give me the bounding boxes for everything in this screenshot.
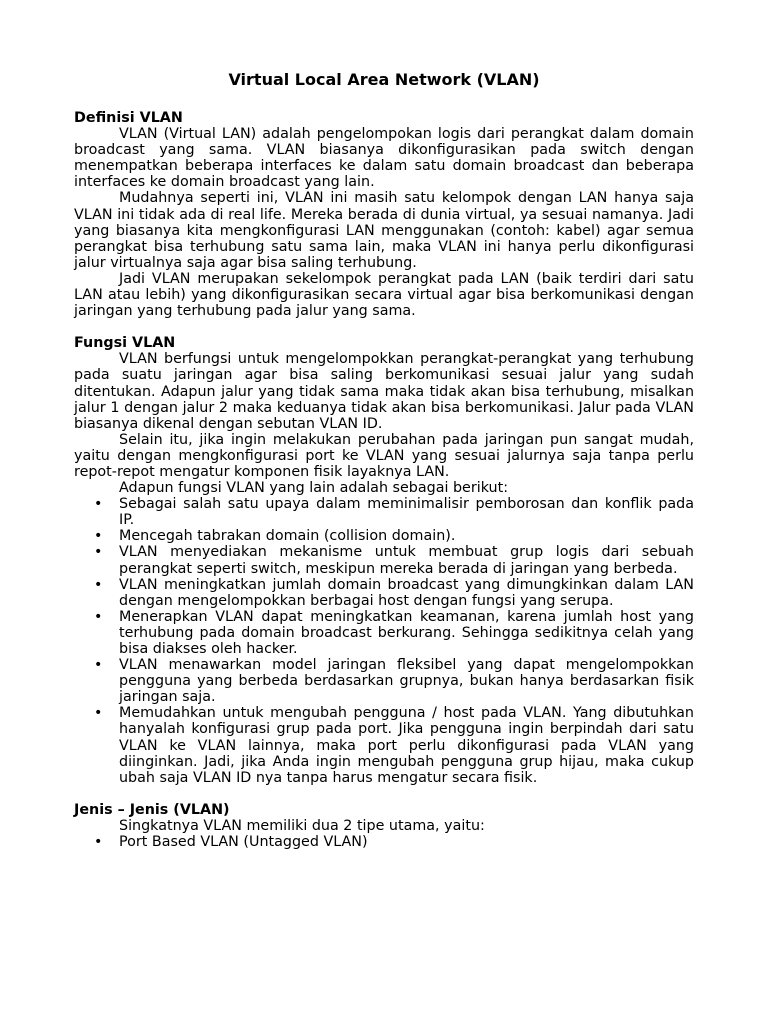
paragraph: Jadi VLAN merupakan sekelompok perangkat pada LAN (baik terdiri dari satu LAN atau lebih) yang dikonfigurasikan secara virtual agar bisa berkomunikasi dengan jaringan yang terhubung pada jalur yang sama.: [74, 270, 694, 320]
list-item-text: Mencegah tabrakan domain (collision domain).: [119, 528, 456, 545]
section-definisi: [74, 110, 694, 319]
bullet-icon: •: [94, 705, 103, 722]
bullet-icon: •: [94, 657, 103, 674]
bullet-icon: •: [94, 608, 103, 625]
list-intro: Adapun fungsi VLAN yang lain adalah sebagai berikut:: [119, 480, 509, 497]
spacer: [74, 319, 694, 335]
list-item-text: Memudahkan untuk mengubah pengguna / host pada VLAN. Yang dibutuhkan hanyalah konfigurasi grup pada port. Jika pengguna ingin berpindah dari satu VLAN ke VLAN lainnya, maka port perlu dikonfigurasi pada VLAN yang diinginkan. Jadi, jika Anda ingin mengubah pengguna grup hijau, maka cukup ubah saja VLAN ID nya tanpa harus mengatur secara fisik.: [119, 705, 694, 786]
list-item-text: Sebagai salah satu upaya dalam meminimalisir pemborosan dan konflik pada IP.: [119, 496, 694, 529]
paragraph: Mudahnya seperti ini, VLAN ini masih satu kelompok dengan LAN hanya saja VLAN ini tidak ada di real life. Mereka berada di dunia virtual, ya sesuai namanya. Jadi yang biasanya kita mengkonfigurasi LAN menggunakan (contoh: kabel) agar semua perangkat bisa terhubung satu sama lain, maka VLAN ini hanya perlu dikonfigurasi jalur virtualnya saja agar bisa saling terhubung.: [74, 190, 694, 271]
bullet-list-jenis: [74, 834, 694, 850]
paragraph: VLAN (Virtual LAN) adalah pengelompokan logis dari perangkat dalam domain broadcast yang sama. VLAN biasanya dikonfigurasikan pada switch dengan menempatkan beberapa interfaces ke dalam satu domain broadcast dan beberapa interfaces ke domain broadcast yang lain.: [74, 126, 694, 191]
paragraph: VLAN berfungsi untuk mengelompokkan perangkat-perangkat yang terhubung pada suatu jaringan agar bisa saling berkomunikasi sesuai jalur yang sudah ditentukan. Adapun jalur yang tidak sama maka tidak akan bisa terhubung, misalkan jalur 1 dengan jalur 2 maka keduanya tidak akan bisa berkomunikasi. Jalur pada VLAN biasanya dikenal dengan sebutan VLAN ID.: [74, 351, 694, 432]
list-item: [74, 657, 694, 705]
bullet-icon: •: [94, 528, 103, 545]
list-item: [74, 834, 694, 850]
list-item-text: VLAN menyediakan mekanisme untuk membuat grup logis dari sebuah perangkat seperti switch, meskipun mereka berada di jaringan yang berbeda.: [119, 544, 694, 577]
bullet-icon: •: [94, 496, 103, 513]
list-item-text: Port Based VLAN (Untagged VLAN): [119, 834, 368, 851]
paragraph: Selain itu, jika ingin melakukan perubahan pada jaringan pun sangat mudah, yaitu dengan mengkonfigurasi port ke VLAN yang sesuai jalurnya saja tanpa perlu repot-repot mengatur komponen fisik layaknya LAN.: [74, 431, 694, 480]
document-page: [74, 70, 694, 850]
document-title: Virtual Local Area Network (VLAN): [228, 70, 540, 89]
list-item: [74, 577, 694, 609]
section-jenis: [74, 802, 694, 850]
spacer: [74, 786, 694, 802]
section-heading-definisi: Definisi VLAN: [74, 110, 183, 126]
list-item-text: VLAN menawarkan model jaringan fleksibel yang dapat mengelompokkan pengguna yang berbeda berdasarkan grupnya, bukan hanya berdasarkan fisik jaringan saja.: [119, 657, 694, 706]
section-fungsi: [74, 335, 694, 786]
list-item: [74, 544, 694, 576]
list-item: [74, 609, 694, 657]
list-intro: Singkatnya VLAN memiliki dua 2 tipe utama, yaitu:: [119, 817, 485, 834]
list-item-text: Menerapkan VLAN dapat meningkatkan keamanan, karena jumlah host yang terhubung pada domain broadcast berkurang. Sehingga sedikitnya celah yang bisa diakses oleh hacker.: [119, 608, 694, 657]
section-heading-jenis: Jenis – Jenis (VLAN): [74, 801, 230, 818]
bullet-list-fungsi: [74, 496, 694, 786]
bullet-icon: •: [94, 544, 103, 561]
section-heading-fungsi: Fungsi VLAN: [74, 335, 176, 352]
bullet-icon: •: [94, 576, 103, 593]
list-item-text: VLAN meningkatkan jumlah domain broadcast yang dimungkinkan dalam LAN dengan mengelompokkan berbagai host dengan fungsi yang serupa.: [119, 576, 694, 609]
bullet-icon: •: [94, 834, 103, 851]
list-item: [74, 705, 694, 785]
list-item: [74, 496, 694, 528]
list-item: [74, 528, 694, 544]
